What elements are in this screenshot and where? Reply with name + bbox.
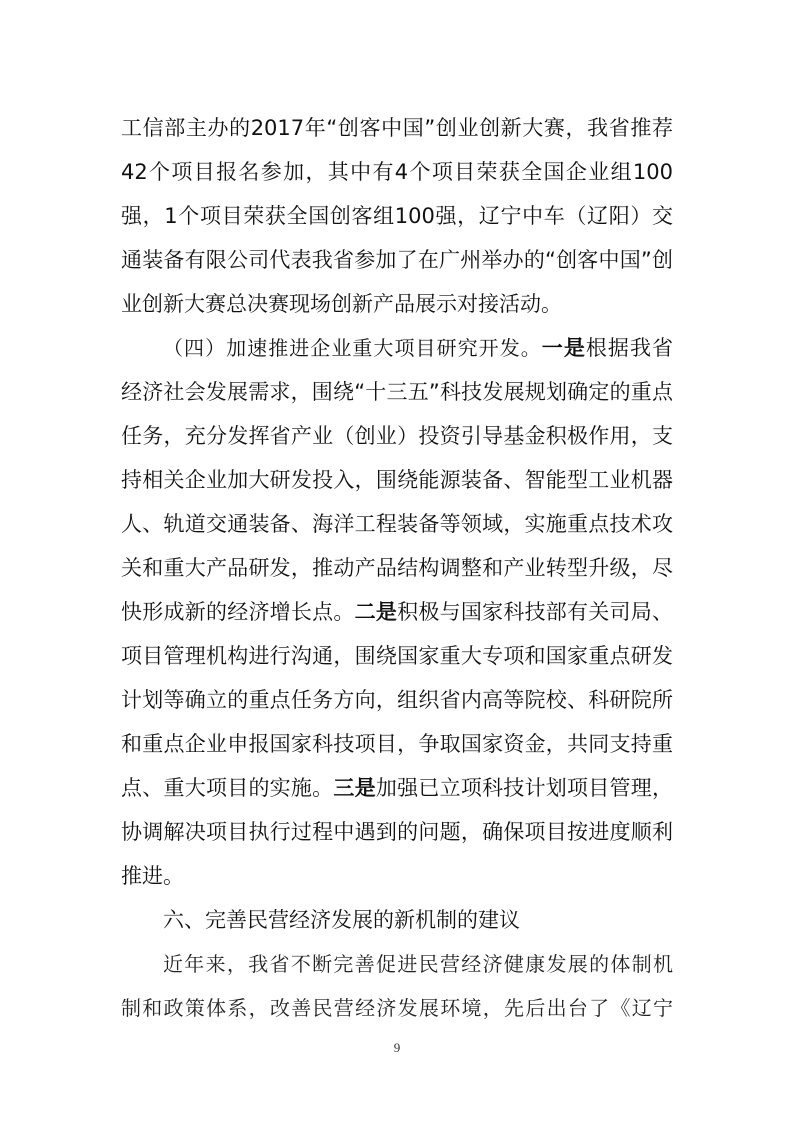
point-two-marker: 二是 [354,600,398,624]
section-six-heading: 六、完善民营经济发展的新机制的建议 [163,908,520,932]
text-line: 协调解决项目执行过程中遇到的问题，确保项目按进度顺利 [121,820,673,844]
text-line: 工信部主办的2017年“创客中国”创业创新大赛，我省推荐 [121,116,673,140]
text-fragment: 点、重大项目的实施。 [121,776,334,800]
text-line: 推进。 [121,864,184,888]
text-line: 项目管理机构进行沟通，围绕国家重大专项和国家重点研发 [121,644,673,668]
text-line: 和重点企业申报国家科技项目，争取国家资金，共同支持重 [121,732,673,756]
text-fragment: 快形成新的经济增长点。 [121,600,355,624]
text-line [121,766,673,810]
text-fragment: 积极与国家科技部有关司局、 [397,600,674,624]
text-line: 经济社会发展需求，围绕“十三五”科技发展规划确定的重点 [121,380,673,404]
text-line: 42个项目报名参加，其中有4个项目荣获全国企业组100 [121,160,673,184]
text-line: 业创新大赛总决赛现场创新产品展示对接活动。 [121,292,562,316]
section-four-heading-line [121,326,673,370]
text-line: 强，1个项目荣获全国创客组100强，辽宁中车（辽阳）交 [121,204,673,228]
text-line: 计划等确立的重点任务方向，组织省内高等院校、科研院所 [121,688,673,712]
text-line: 通装备有限公司代表我省参加了在广州举办的“创客中国”创 [121,248,673,272]
text-line: 任务，充分发挥省产业（创业）投资引导基金积极作用，支 [121,424,673,448]
body-text [121,106,673,1030]
text-line: 关和重大产品研发，推动产品结构调整和产业转型升级，尽 [121,556,673,580]
text-line: 近年来，我省不断完善促进民营经济健康发展的体制机 [163,952,673,976]
section-four-heading: （四）加速推进企业重大项目研究开发。 [163,336,542,360]
point-one-marker: 一是 [541,336,586,360]
text-fragment: 根据我省 [585,336,674,360]
text-line: 制和政策体系，改善民营经济发展环境，先后出台了《辽宁 [121,996,673,1020]
page-number: 9 [393,1040,401,1055]
text-fragment: 加强已立项科技计划项目管理， [375,776,674,800]
text-line: 人、轨道交通装备、海洋工程装备等领域，实施重点技术攻 [121,512,673,536]
text-line: 持相关企业加大研发投入，围绕能源装备、智能型工业机器 [121,468,673,492]
point-three-marker: 三是 [333,776,376,800]
text-line [121,590,673,634]
